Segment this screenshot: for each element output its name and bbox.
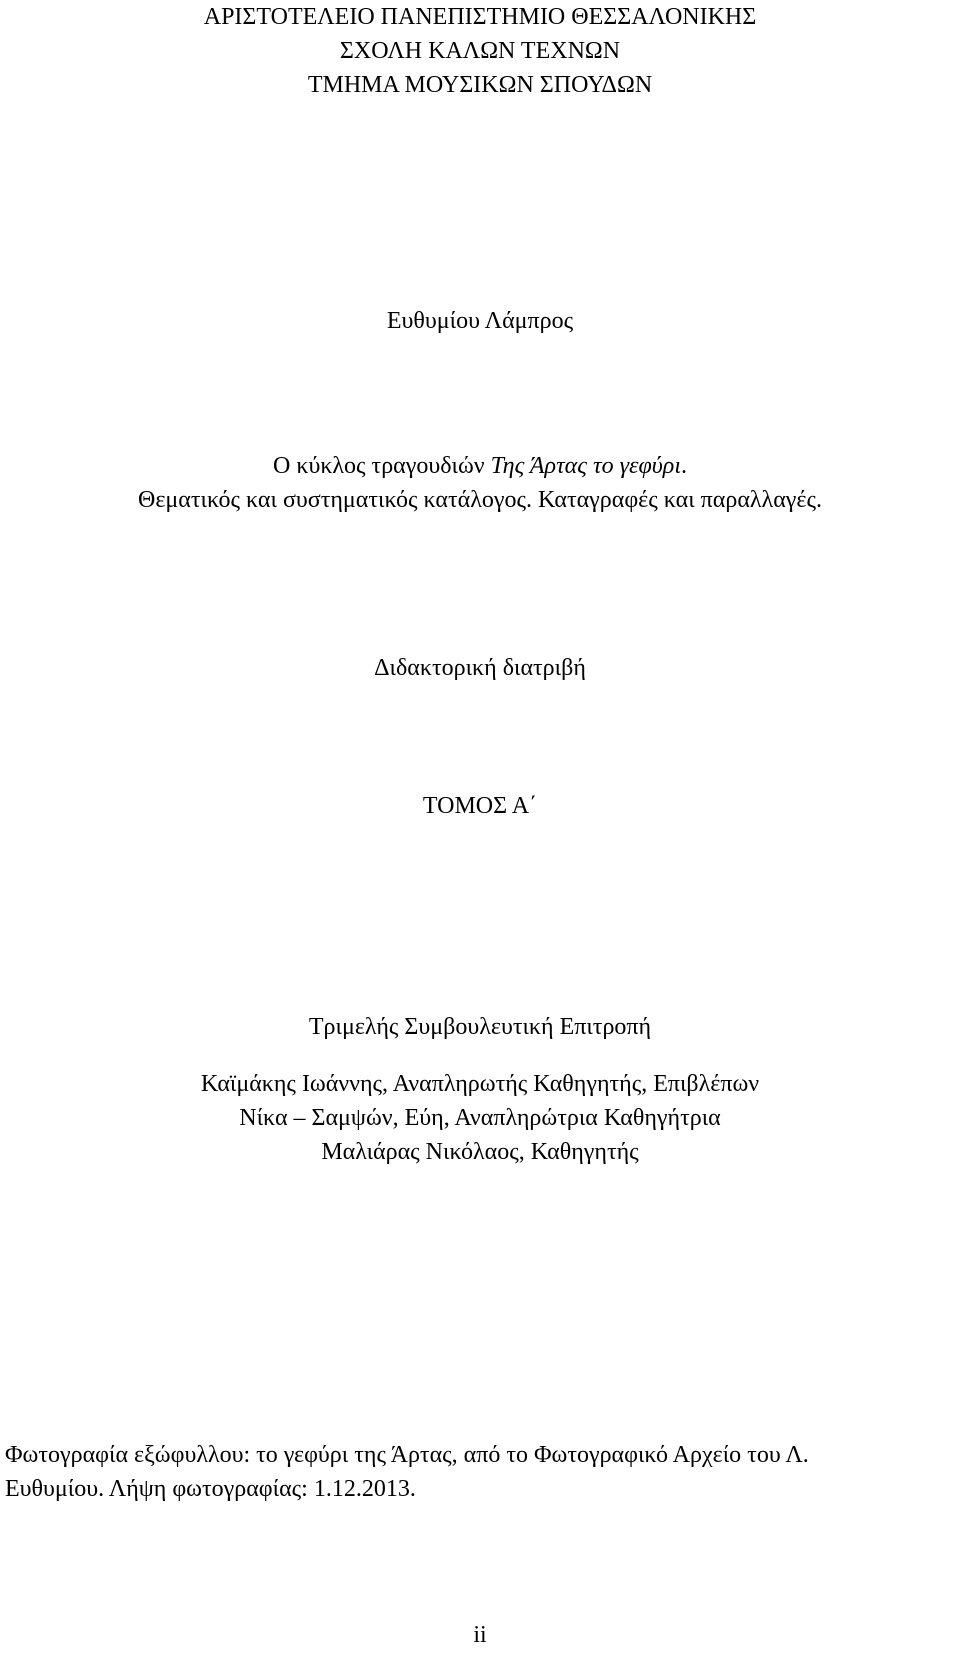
committee-member: Καϊμάκης Ιωάννης, Αναπληρωτής Καθηγητής, Επιβλέπων xyxy=(200,1071,760,1097)
title-prefix: Ο κύκλος τραγουδιών xyxy=(273,453,491,479)
page-number: ii xyxy=(473,1622,487,1648)
cover-photo-note-line-2: Ευθυμίου. Λήψη φωτογραφίας: 1.12.2013. xyxy=(5,1476,416,1502)
committee-heading: Τριμελής Συμβουλευτική Επιτροπή xyxy=(308,1014,652,1040)
department-name: ΤΜΗΜΑ ΜΟΥΣΙΚΩΝ ΣΠΟΥΔΩΝ xyxy=(307,72,653,98)
committee-member: Νίκα – Σαμψών, Εύη, Αναπληρώτρια Καθηγήτρια xyxy=(239,1105,721,1131)
university-name: ΑΡΙΣΤΟΤΕΛΕΙΟ ΠΑΝΕΠΙΣΤΗΜΙΟ ΘΕΣΣΑΛΟΝΙΚΗΣ xyxy=(203,4,757,30)
title-italic: Της Άρτας το γεφύρι xyxy=(490,453,681,479)
thesis-title-line-1 xyxy=(0,451,960,481)
volume-label: ΤΟΜΟΣ Α΄ xyxy=(422,793,538,819)
thesis-title-line-2: Θεματικός και συστηματικός κατάλογος. Καταγραφές και παραλλαγές. xyxy=(138,487,822,513)
thesis-type: Διδακτορική διατριβή xyxy=(374,655,586,681)
committee-member: Μαλιάρας Νικόλαος, Καθηγητής xyxy=(321,1139,639,1165)
cover-photo-note-line-1: Φωτογραφία εξώφυλλου: το γεφύρι της Άρτας, από το Φωτογραφικό Αρχείο του Λ. xyxy=(5,1442,809,1468)
school-name: ΣΧΟΛΗ ΚΑΛΩΝ ΤΕΧΝΩΝ xyxy=(339,38,621,64)
author-name: Ευθυμίου Λάμπρος xyxy=(386,308,574,334)
title-suffix: . xyxy=(680,453,687,479)
